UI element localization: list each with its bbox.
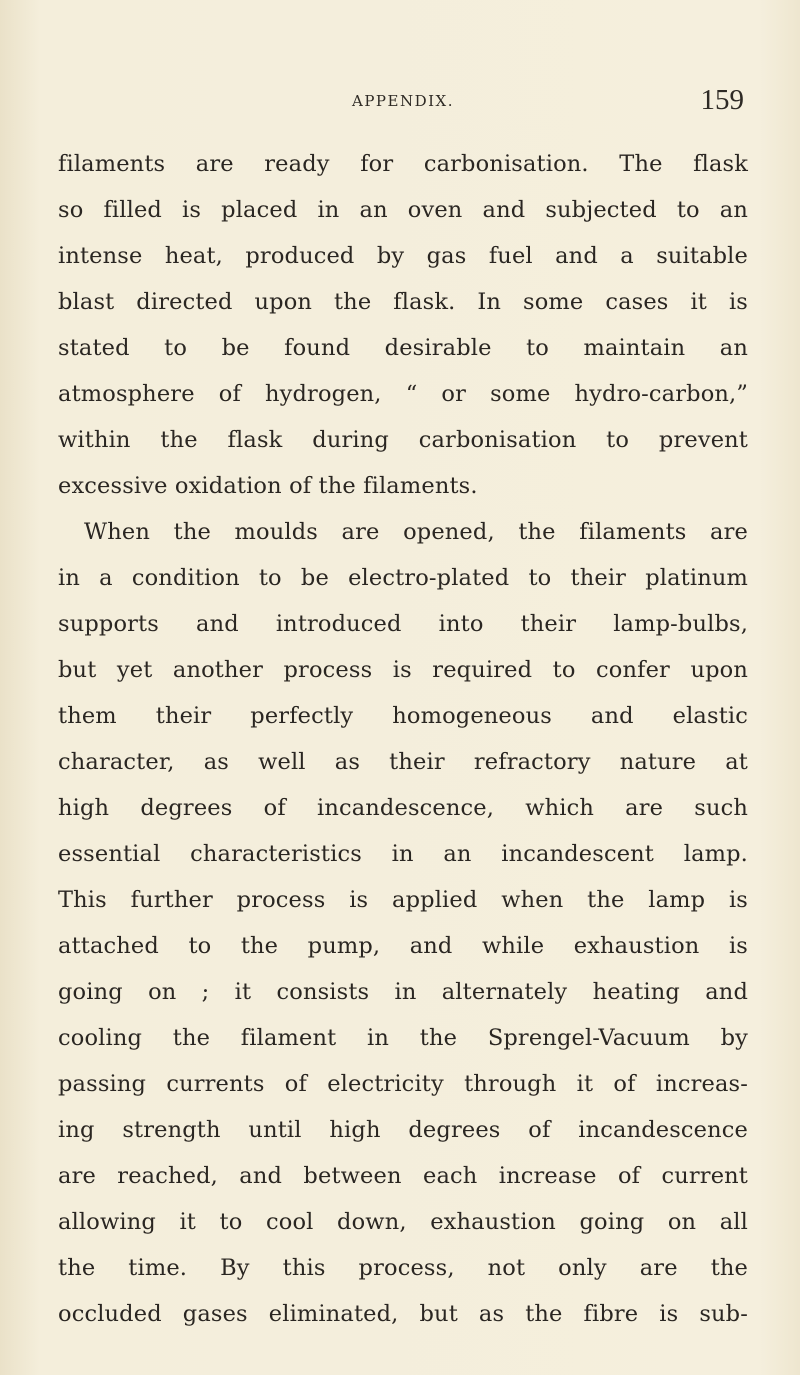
text-line: excessive oxidation of the filaments. — [58, 473, 478, 499]
text-line: going on ; it consists in alternately heating and — [58, 979, 748, 1005]
text-line: This further process is applied when the lamp is — [58, 887, 748, 913]
running-head — [58, 86, 748, 126]
text-line: attached to the pump, and while exhaustion is — [58, 933, 748, 959]
text-line: ing strength until high degrees of incandescence — [58, 1117, 748, 1143]
text-line: atmosphere of hydrogen, “ or some hydro-carbon,” — [58, 381, 748, 407]
text-line: essential characteristics in an incandescent lamp. — [58, 841, 748, 867]
text-line: them their perfectly homogeneous and elastic — [58, 703, 748, 729]
text-line: so filled is placed in an oven and subjected to an — [58, 197, 748, 223]
text-line: intense heat, produced by gas fuel and a suitable — [58, 243, 748, 269]
text-line: character, as well as their refractory nature at — [58, 749, 748, 775]
text-line: passing currents of electricity through it of increas- — [58, 1071, 748, 1097]
running-title: APPENDIX. — [352, 92, 454, 110]
text-line: blast directed upon the flask. In some cases it is — [58, 289, 748, 315]
body-text — [58, 141, 748, 1337]
text-line: but yet another process is required to confer upon — [58, 657, 748, 683]
text-line: are reached, and between each increase of current — [58, 1163, 748, 1189]
text-line: within the flask during carbonisation to prevent — [58, 427, 748, 453]
text-line: stated to be found desirable to maintain an — [58, 335, 748, 361]
text-line: allowing it to cool down, exhaustion going on all — [58, 1209, 748, 1235]
text-line: high degrees of incandescence, which are such — [58, 795, 748, 821]
text-line: in a condition to be electro-plated to their platinum — [58, 565, 748, 591]
text-line: occluded gases eliminated, but as the fibre is sub- — [58, 1301, 748, 1327]
text-line: filaments are ready for carbonisation. The flask — [58, 151, 748, 177]
text-line: cooling the filament in the Sprengel-Vacuum by — [58, 1025, 748, 1051]
text-line: the time. By this process, not only are the — [58, 1255, 748, 1281]
paragraph-start-line: When the moulds are opened, the filaments are — [84, 519, 748, 545]
page-number: 159 — [700, 84, 744, 116]
text-line: supports and introduced into their lamp-bulbs, — [58, 611, 748, 637]
